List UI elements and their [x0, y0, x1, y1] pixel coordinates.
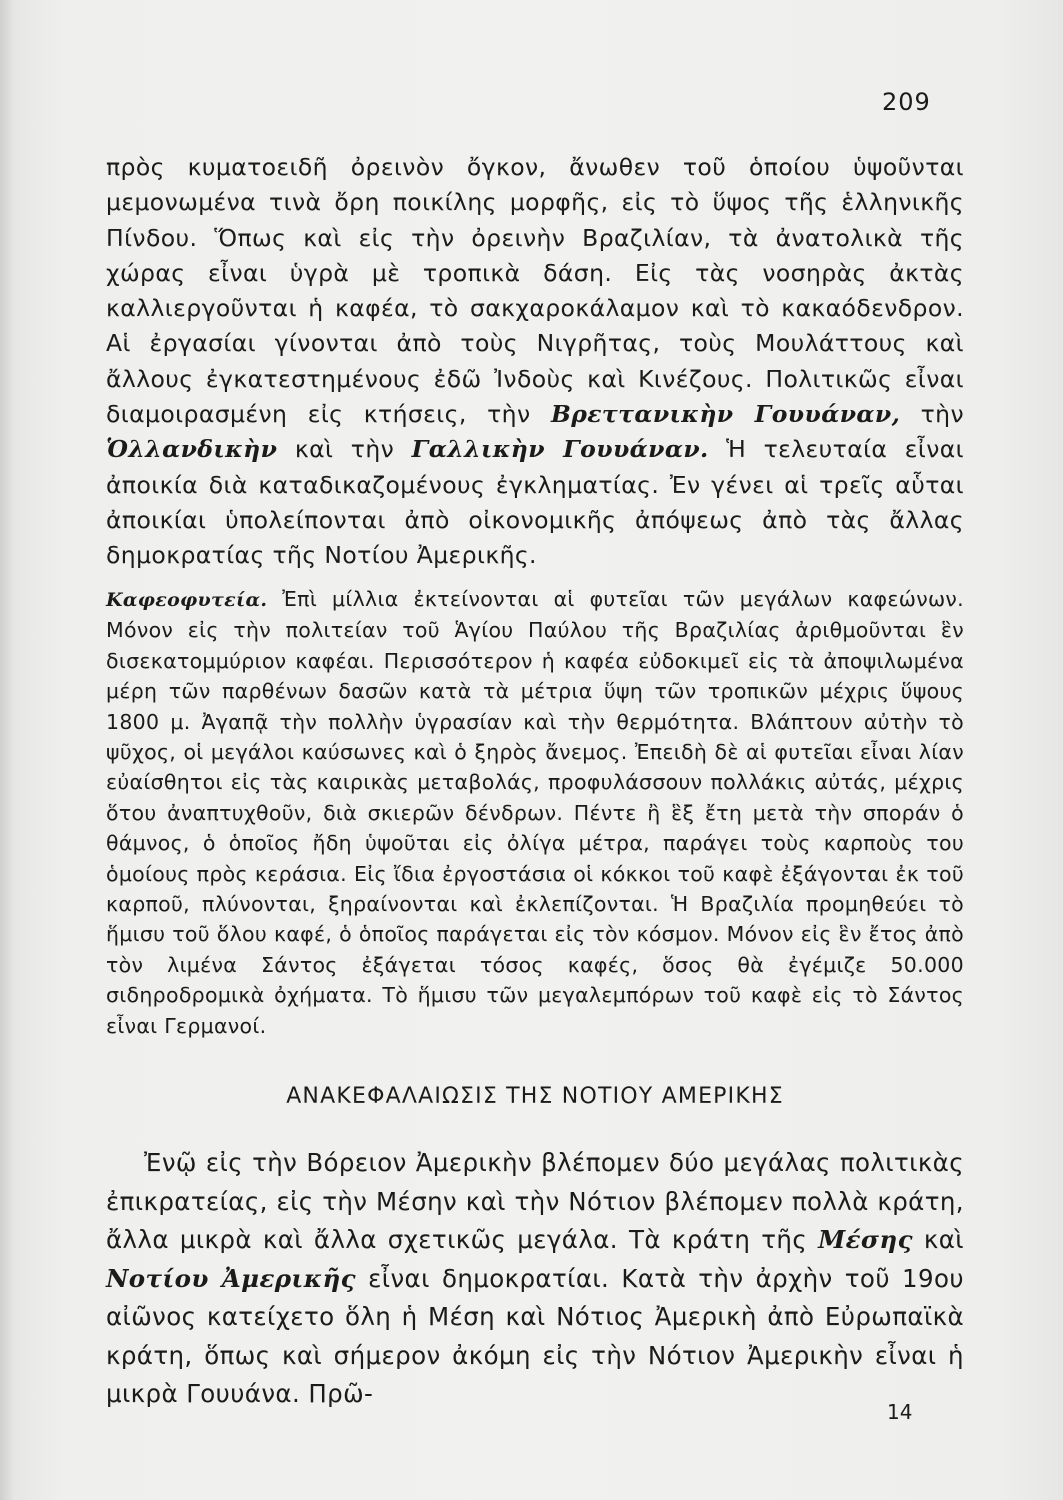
paragraph-guiana — [106, 150, 964, 574]
signature-mark: 14 — [887, 1400, 913, 1424]
para1-text-2: τὴν — [920, 400, 964, 429]
para1-text-3: καὶ τὴν — [294, 435, 395, 464]
page-binding-shadow — [0, 0, 14, 1500]
para1-emphasis-british-guiana: Βρεττανικὴν Γουυάναν, — [550, 400, 901, 429]
para3-emphasis-central: Μέσης — [818, 1225, 913, 1254]
para3-text-1: Ἐνῷ εἰς τὴν Βόρειον Ἀμερικὴν βλέπομεν δύο μεγάλας πολιτικὰς ἐπικρατείας, εἰς τὴν Μέσην καὶ τὴν Νότιον βλέπομεν πολλὰ κράτη, ἄλλα μικρὰ καὶ ἄλλα σχετικῶς μεγάλα. Τὰ κράτη τῆς — [106, 1148, 964, 1254]
section-heading: ΑΝΑΚΕΦΑΛΑΙΩΣΙΣ ΤΗΣ ΝΟΤΙΟΥ ΑΜΕΡΙΚΗΣ — [286, 1084, 784, 1109]
para1-emphasis-dutch: Ὁλλανδικὴν — [106, 435, 278, 464]
para1-text-1: πρὸς κυματοειδῆ ὀρεινὸν ὄγκον, ἄνωθεν τοῦ ὁποίου ὑψοῦνται μεμονωμένα τινὰ ὄρη ποικίλης μορφῆς, εἰς τὸ ὕψος τῆς ἑλληνικῆς Πίνδου. Ὅπως καὶ εἰς τὴν ὀρεινὴν Βραζιλίαν, τὰ ἀνατολικὰ τῆς χώρας εἶναι ὑγρὰ μὲ τροπικὰ δάση. Εἰς τὰς νοσηρὰς ἀκτὰς καλλιεργοῦνται ἡ καφέα, τὸ σακχαροκάλαμον καὶ τὸ κακαόδενδρον. Αἱ ἐργασίαι γίνονται ἀπὸ τοὺς Νιγρῆτας, τοὺς Μουλάττους καὶ ἄλλους ἐγκατεστημένους ἐδῶ Ἰνδοὺς καὶ Κινέζους. Πολιτικῶς εἶναι διαμοιρασμένη εἰς κτήσεις, τὴν — [106, 153, 964, 429]
para3-emphasis-south-america: Νοτίου Ἀμερικῆς — [106, 1263, 356, 1293]
paragraph-coffee-plantation — [106, 584, 964, 1041]
para2-lead-term: Καφεοφυτεία. — [106, 589, 268, 611]
para3-text-3: εἶναι δημοκρατίαι. Κατὰ τὴν ἀρχὴν τοῦ 19ου αἰῶνος κατείχετο ὅλη ἡ Μέση καὶ Νότιος Ἀμερικὴ ἀπὸ Εὐρωπαϊκὰ κράτη, ὅπως καὶ σήμερον ἀκόμη εἰς τὴν Νότιον Ἀμερικὴν εἶναι ἡ μικρὰ Γουυάνα. Πρῶ- — [106, 1263, 964, 1408]
para3-text-2: καὶ — [923, 1225, 964, 1254]
paragraph-summary — [106, 1144, 964, 1414]
para2-text: Ἐπὶ μίλλια ἐκτείνονται αἱ φυτεῖαι τῶν μεγάλων καφεώνων. Μόνον εἰς τὴν πολιτείαν τοῦ Ἁγίου Παύλου τῆς Βραζιλίας ἀριθμοῦνται ἓν δισεκατομμύριον καφέαι. Περισσότερον ἡ καφέα εὐδοκιμεῖ εἰς τὰ ἀποψιλωμένα μέρη τῶν παρθένων δασῶν κατὰ τὰ μέτρια ὕψη τῶν τροπικῶν μέχρις ὕψους 1800 μ. Ἀγαπᾷ τὴν πολλὴν ὑγρασίαν καὶ τὴν θερμότητα. Βλάπτουν αὐτὴν τὸ ψῦχος, οἱ μεγάλοι καύσωνες καὶ ὁ ξηρὸς ἄνεμος. Ἐπειδὴ δὲ αἱ φυτεῖαι εἶναι λίαν εὐαίσθητοι εἰς τὰς καιρικὰς μεταβολάς, προφυλάσσουν πολλάκις αὐτάς, μέχρις ὅτου ἀναπτυχθοῦν, διὰ σκιερῶν δένδρων. Πέντε ἢ ἓξ ἔτη μετὰ τὴν σποράν ὁ θάμνος, ὁ ὁποῖος ἤδη ὑψοῦται εἰς ὀλίγα μέτρα, παράγει τοὺς καρποὺς του ὁμοίους πρὸς κεράσια. Εἰς ἴδια ἐργοστάσια οἱ κόκκοι τοῦ καφὲ ἐξάγονται ἐκ τοῦ καρποῦ, πλύνονται, ξηραίνονται καὶ ἐκλεπίζονται. Ἡ Βραζιλία προμηθεύει τὸ ἥμισυ τοῦ ὅλου καφέ, ὁ ὁποῖος παράγεται εἰς τὸν κόσμον. Μόνον εἰς ἓν ἔτος ἀπὸ τὸν λιμένα Σάντος ἐξάγεται τόσος καφές, ὅσος θὰ ἐγέμιζε 50.000 σιδηροδρομικὰ ὀχήματα. Τὸ ἥμισυ τῶν μεγαλεμπόρων τοῦ καφὲ εἰς τὸ Σάντος εἶναι Γερμανοί. — [106, 587, 964, 1038]
page-number: 209 — [882, 88, 931, 116]
para1-emphasis-french-guiana: Γαλλικὴν Γουυάναν. — [411, 435, 709, 464]
para1-text-4: Ἡ τελευταία εἶναι ἀποικία διὰ καταδικαζομένους ἐγκληματίας. Ἐν γένει αἱ τρεῖς αὗται ἀποικίαι ὑπολείπονται ἀπὸ οἰκονομικῆς ἀπόψεως ἀπὸ τὰς ἄλλας δημοκρατίας τῆς Νοτίου Ἀμερικῆς. — [106, 435, 965, 570]
